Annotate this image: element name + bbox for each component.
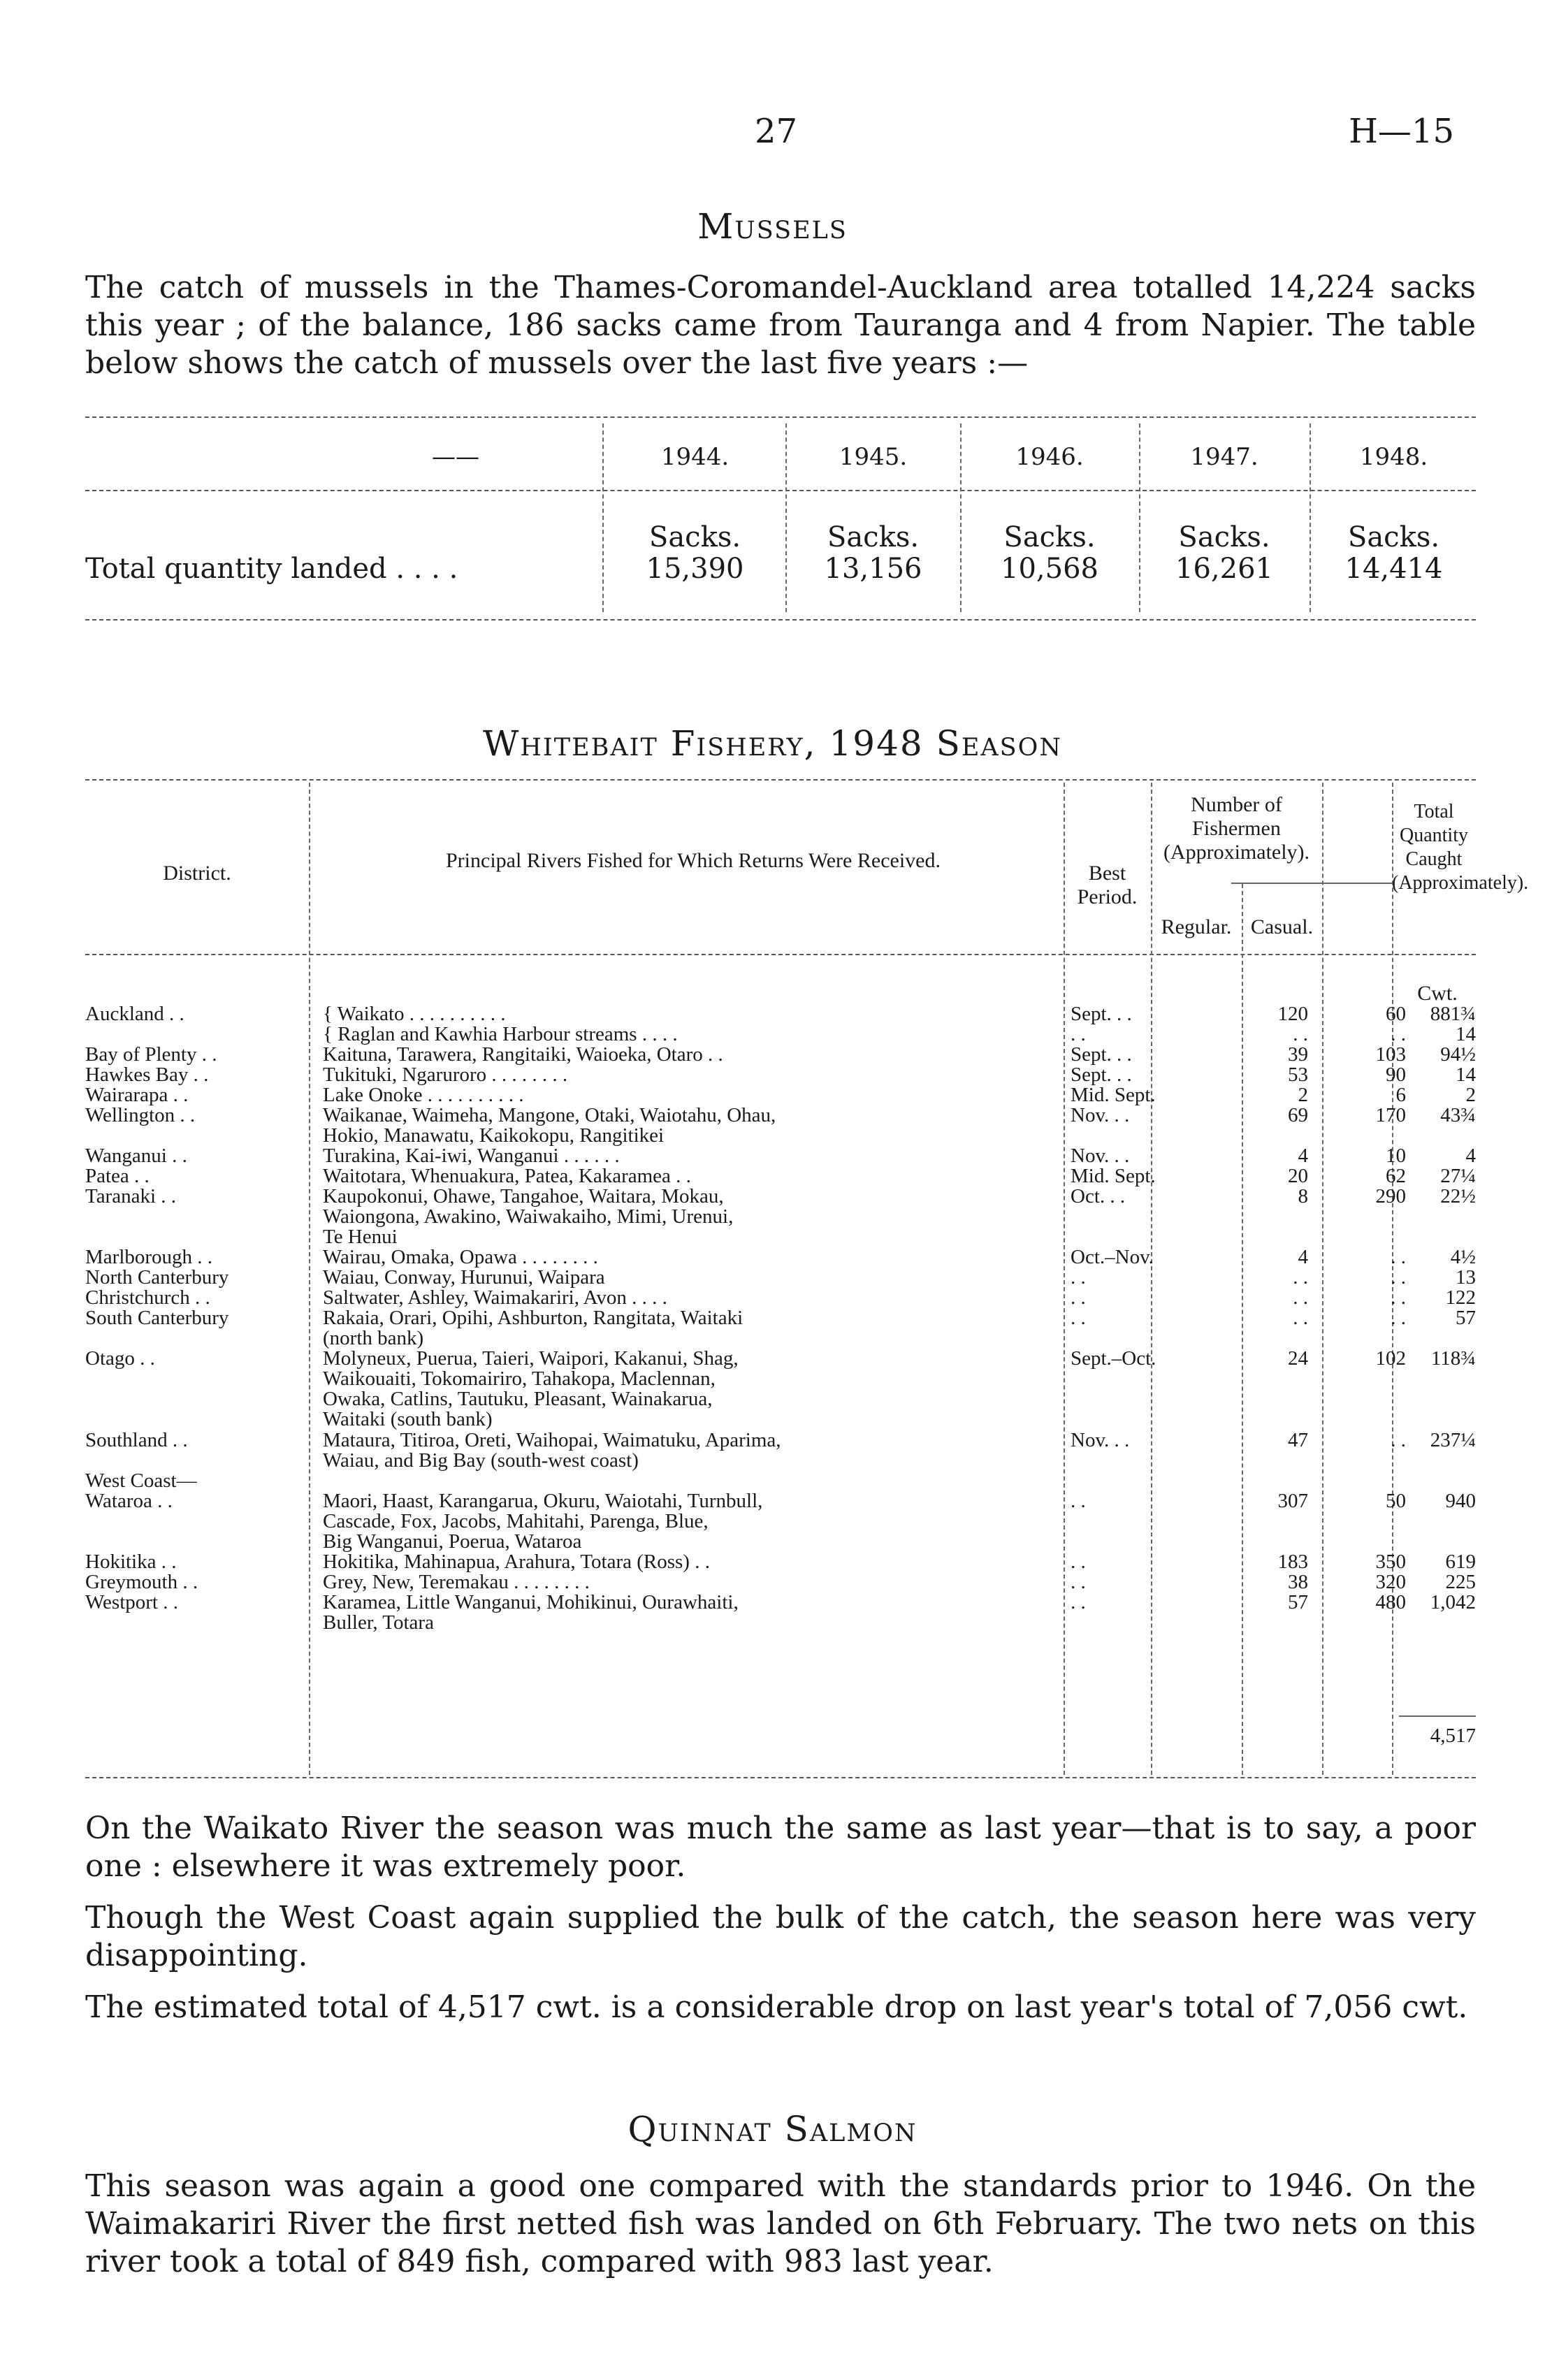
salmon-heading: Quinnat Salmon xyxy=(628,2109,917,2149)
regular-cell: 2 xyxy=(1298,1084,1308,1106)
table-rule xyxy=(1399,1715,1476,1717)
regular-cell: 20 xyxy=(1288,1165,1308,1187)
total-cell: 94½ xyxy=(1440,1043,1476,1066)
rivers-cell: { Waikato . . . . . . . . . . { Raglan and Kawhia Harbour streams . . . . xyxy=(323,1003,678,1045)
year-header: 1948. xyxy=(1359,443,1428,471)
table-rule xyxy=(85,490,1476,491)
casual-cell: . . xyxy=(1391,1429,1406,1451)
whitebait-heading: Whitebait Fishery, 1948 Season xyxy=(483,723,1062,764)
total-cell: 237¼ xyxy=(1430,1429,1476,1451)
rivers-cell: Kaituna, Tarawera, Rangitaiki, Waioeka, Otaro . . xyxy=(323,1043,723,1066)
table-cell: 14,414 xyxy=(1344,553,1443,585)
regular-cell: 53 xyxy=(1288,1064,1308,1086)
whitebait-table xyxy=(85,779,1529,1778)
period-cell: Oct.–Nov. xyxy=(1071,1246,1154,1268)
rivers-cell: Rakaia, Orari, Opihi, Ashburton, Rangitata, Waitaki (north bank) xyxy=(323,1307,744,1349)
year-header: 1944. xyxy=(660,443,730,471)
regular-cell: 8 xyxy=(1298,1185,1308,1207)
year-header: 1946. xyxy=(1015,443,1084,471)
unit-label: Sacks. xyxy=(1003,521,1096,553)
casual-cell: 90 xyxy=(1386,1064,1406,1086)
regular-cell: 307 xyxy=(1277,1490,1308,1512)
period-cell: . . xyxy=(1071,1307,1086,1329)
rivers-cell: Wairau, Omaka, Opawa . . . . . . . . xyxy=(323,1246,598,1268)
document-reference: H—15 xyxy=(1349,112,1454,151)
total-cell: 118¾ xyxy=(1430,1347,1476,1370)
regular-cell: 47 xyxy=(1288,1429,1308,1451)
district-cell: Patea . . xyxy=(85,1165,150,1187)
casual-cell: 6 xyxy=(1395,1084,1406,1106)
row-label: Total quantity landed . . . . xyxy=(85,553,458,585)
page-header xyxy=(0,112,1545,154)
period-cell: Nov. . . xyxy=(1071,1145,1130,1167)
period-cell: . . xyxy=(1071,1490,1086,1512)
rivers-cell: Hokitika, Mahinapua, Arahura, Totara (Ross) . . xyxy=(323,1551,710,1573)
casual-cell: 102 xyxy=(1375,1347,1406,1370)
casual-cell: 103 xyxy=(1375,1043,1406,1066)
total-cell: 2 xyxy=(1465,1084,1476,1106)
grand-total: 4,517 xyxy=(1430,1725,1476,1747)
page-number: 27 xyxy=(755,112,798,151)
whitebait-paragraph: On the Waikato River the season was much the same as last year—that is to say, a poor one : elsewhere it was extremely poor. xyxy=(85,1811,1476,1884)
period-cell: . . xyxy=(1071,1571,1086,1593)
total-cell: 940 xyxy=(1445,1490,1476,1512)
header-rivers: Principal Rivers Fished for Which Returns Were Received. xyxy=(446,849,941,872)
district-cell: Southland . . xyxy=(85,1429,188,1451)
casual-cell: 10 xyxy=(1386,1145,1406,1167)
table-rule xyxy=(85,1777,1476,1778)
period-cell: Nov. . . xyxy=(1071,1429,1130,1451)
regular-cell: . . xyxy=(1293,1307,1308,1329)
total-cell: 14 xyxy=(1456,1064,1476,1086)
table-cell: 10,568 xyxy=(1001,553,1098,585)
table-rule xyxy=(85,779,1476,781)
casual-cell: 480 xyxy=(1375,1591,1406,1613)
header-period: Best Period. xyxy=(1077,862,1138,908)
table-cell: 13,156 xyxy=(824,553,922,585)
casual-cell: 60 . . xyxy=(1386,1003,1406,1045)
rivers-cell: Tukituki, Ngaruroro . . . . . . . . xyxy=(323,1064,568,1086)
period-cell: . . xyxy=(1071,1591,1086,1613)
total-cell: 27¼ xyxy=(1440,1165,1476,1187)
district-cell: Bay of Plenty . . xyxy=(85,1043,217,1066)
rivers-cell: Waikanae, Waimeha, Mangone, Otaki, Waiotahu, Ohau, Hokio, Manawatu, Kaikokopu, Rangitikei xyxy=(323,1104,776,1147)
district-cell: Otago . . xyxy=(85,1347,155,1370)
rivers-cell: Karamea, Little Wanganui, Mohikinui, Ourawhaiti, Buller, Totara xyxy=(323,1591,739,1634)
period-cell: Sept. . . . . xyxy=(1071,1003,1132,1045)
total-cell: 4 xyxy=(1465,1145,1476,1167)
district-cell: Greymouth . . xyxy=(85,1571,198,1593)
district-cell: Hawkes Bay . . xyxy=(85,1064,209,1086)
header-casual: Casual. xyxy=(1250,915,1314,938)
header-fishermen: Number of Fishermen (Approximately). xyxy=(1163,793,1310,864)
district-cell: Taranaki . . xyxy=(85,1185,177,1207)
regular-cell: 120 . . xyxy=(1277,1003,1308,1045)
district-cell: Westport . . xyxy=(85,1591,178,1613)
column-divider xyxy=(602,423,604,612)
district-cell: Christchurch . . xyxy=(85,1286,210,1309)
district-cell: South Canterbury xyxy=(85,1307,229,1329)
total-cell: 43¾ xyxy=(1440,1104,1476,1126)
casual-cell: . . xyxy=(1391,1266,1406,1289)
corner-dash: —— xyxy=(432,443,479,471)
rivers-cell: Molyneux, Puerua, Taieri, Waipori, Kakanui, Shag, Waikouaiti, Tokomairiro, Tahakopa, Maclennan, Owaka, Catlins, Tautuku, Pleasant, Wainakarua, Waitaki (south bank) xyxy=(323,1347,739,1430)
rivers-cell: Maori, Haast, Karangarua, Okuru, Waiotahi, Turnbull, Cascade, Fox, Jacobs, Mahitahi, Parenga, Blue, Big Wanganui, Poerua, Wataroa xyxy=(323,1490,763,1553)
period-cell: Mid. Sept. xyxy=(1071,1165,1156,1187)
column-divider xyxy=(960,423,962,612)
casual-cell: 350 xyxy=(1375,1551,1406,1573)
rivers-cell: Waiau, Conway, Hurunui, Waipara xyxy=(323,1266,605,1289)
total-cell: 619 xyxy=(1445,1551,1476,1573)
total-cell: 881¾ 14 xyxy=(1430,1003,1476,1045)
casual-cell: 320 xyxy=(1375,1571,1406,1593)
column-divider xyxy=(785,423,787,612)
period-cell: . . xyxy=(1071,1551,1086,1573)
column-divider xyxy=(1310,423,1311,612)
district-cell: Marlborough . . xyxy=(85,1246,213,1268)
period-cell: Nov. . . xyxy=(1071,1104,1130,1126)
regular-cell: . . xyxy=(1293,1286,1308,1309)
period-cell: Mid. Sept. xyxy=(1071,1084,1156,1106)
district-cell: Wellington . . xyxy=(85,1104,196,1126)
regular-cell: . . xyxy=(1293,1266,1308,1289)
header-regular: Regular. xyxy=(1161,915,1232,938)
whitebait-paragraph: Though the West Coast again supplied the bulk of the catch, the season here was very disappointing. xyxy=(85,1900,1476,1973)
total-cell: 1,042 xyxy=(1430,1591,1476,1613)
total-cell: 4½ xyxy=(1450,1246,1476,1268)
total-cell: 122 xyxy=(1445,1286,1476,1309)
regular-cell: 38 xyxy=(1288,1571,1308,1593)
district-cell: Auckland . . xyxy=(85,1003,184,1025)
unit-label: Sacks. xyxy=(648,521,741,553)
year-header: 1947. xyxy=(1190,443,1259,471)
casual-cell: . . xyxy=(1391,1307,1406,1329)
total-cell: 225 xyxy=(1445,1571,1476,1593)
district-cell: Wanganui . . xyxy=(85,1145,187,1167)
district-cell: West Coast— Wataroa . . xyxy=(85,1470,197,1512)
rivers-cell: Lake Onoke . . . . . . . . . . xyxy=(323,1084,524,1106)
period-cell: Sept.–Oct. xyxy=(1071,1347,1156,1370)
table-cell: 16,261 xyxy=(1175,553,1273,585)
casual-cell: 170 xyxy=(1375,1104,1406,1126)
regular-cell: 39 xyxy=(1288,1043,1308,1066)
period-cell: . . xyxy=(1071,1266,1086,1289)
casual-cell: 62 xyxy=(1386,1165,1406,1187)
unit-label: Sacks. xyxy=(827,521,920,553)
rivers-cell: Turakina, Kai-iwi, Wanganui . . . . . . xyxy=(323,1145,620,1167)
regular-cell: 4 xyxy=(1298,1246,1308,1268)
unit-label: Sacks. xyxy=(1347,521,1440,553)
rivers-cell: Saltwater, Ashley, Waimakariri, Avon . . . . xyxy=(323,1286,667,1309)
rivers-cell: Kaupokonui, Ohawe, Tangahoe, Waitara, Mokau, Waiongona, Awakino, Waiwakaiho, Mimi, Urenui, Te Henui xyxy=(323,1185,734,1248)
table-rule xyxy=(1231,883,1392,884)
regular-cell: 183 xyxy=(1277,1551,1308,1573)
whitebait-paragraph: The estimated total of 4,517 cwt. is a considerable drop on last year's total of 7,056 cwt. xyxy=(85,1989,1468,2025)
total-cell: 13 xyxy=(1456,1266,1476,1289)
total-cell: 57 xyxy=(1456,1307,1476,1329)
casual-cell: 290 xyxy=(1375,1185,1406,1207)
rivers-cell: Mataura, Titiroa, Oreti, Waihopai, Waimatuku, Aparima, Waiau, and Big Bay (south-west coast) xyxy=(323,1429,781,1472)
casual-cell: . . xyxy=(1391,1286,1406,1309)
header-total: Total Quantity Caught (Approximately). xyxy=(1392,801,1529,894)
regular-cell: 24 xyxy=(1288,1347,1308,1370)
salmon-paragraph: This season was again a good one compared with the standards prior to 1946. On the Waimakariri River the first netted fish was landed on 6th February. The two nets on this river took a total of 849 fish, compared with 983 last year. xyxy=(85,2168,1476,2279)
regular-cell: 4 xyxy=(1298,1145,1308,1167)
rivers-cell: Grey, New, Teremakau . . . . . . . . xyxy=(323,1571,590,1593)
mussels-paragraph: The catch of mussels in the Thames-Coromandel-Auckland area totalled 14,224 sacks this year ; of the balance, 186 sacks came from Tauranga and 4 from Napier. The table below shows the catch of mussels over the last five years :— xyxy=(85,270,1476,381)
table-rule xyxy=(85,954,1476,955)
column-divider xyxy=(309,783,310,1775)
table-cell: 15,390 xyxy=(646,553,744,585)
header-district: District. xyxy=(163,862,231,885)
mussels-heading: Mussels xyxy=(697,206,848,247)
period-cell: Sept. . . xyxy=(1071,1043,1132,1066)
total-cell: 22½ xyxy=(1440,1185,1476,1207)
rivers-cell: Waitotara, Whenuakura, Patea, Kakaramea . . xyxy=(323,1165,691,1187)
year-header: 1945. xyxy=(839,443,908,471)
unit-label: Sacks. xyxy=(1178,521,1270,553)
casual-cell: . . xyxy=(1391,1246,1406,1268)
regular-cell: 57 xyxy=(1288,1591,1308,1613)
district-cell: North Canterbury xyxy=(85,1266,229,1289)
unit-label: Cwt. xyxy=(1417,982,1458,1005)
district-cell: Wairarapa . . xyxy=(85,1084,189,1106)
period-cell: Oct. . . xyxy=(1071,1185,1126,1207)
period-cell: . . xyxy=(1071,1286,1086,1309)
column-divider xyxy=(1064,783,1065,1775)
table-rule xyxy=(85,619,1476,621)
district-cell: Hokitika . . xyxy=(85,1551,177,1573)
regular-cell: 69 xyxy=(1288,1104,1308,1126)
casual-cell: 50 xyxy=(1386,1490,1406,1512)
period-cell: Sept. . . xyxy=(1071,1064,1132,1086)
table-rule xyxy=(85,416,1476,418)
